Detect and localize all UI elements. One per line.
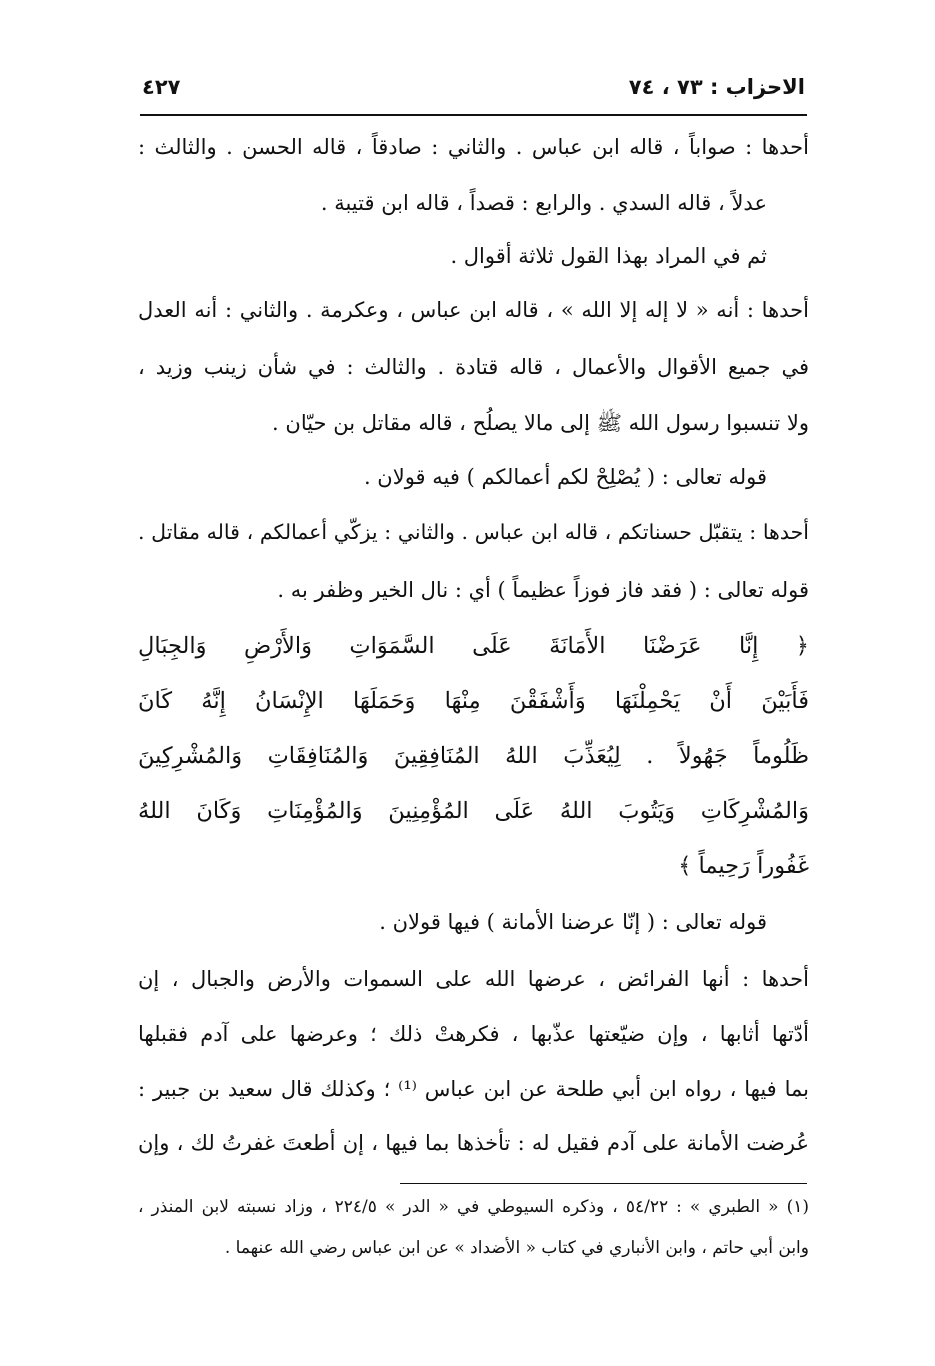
text-line: أحدها : يتقبّل حسناتكم ، قاله ابن عباس . والثاني : يزكّي أعمالكم ، قاله مقاتل . <box>138 520 809 544</box>
text-line: عدلاً ، قاله السدي . والرابع : قصداً ، قاله ابن قتيبة . <box>320 191 767 215</box>
text-line: ولا تنسبوا رسول الله ﷺ إلى مالا يصلُح ، قاله مقاتل بن حيّان . <box>272 411 809 435</box>
quran-verse-line: فَأَبَيْنَ أَنْ يَحْمِلْنَهَا وَأَشْفَقْنَ مِنْهَا وَحَمَلَهَا الإِنْسَانُ إِنَّهُ كَانَ <box>138 688 809 714</box>
text-line: بما فيها ، رواه ابن أبي طلحة عن ابن عباس ⁽¹⁾ ؛ وكذلك قال سعيد بن جبير : <box>138 1077 810 1101</box>
quran-verse-line: وَالمُشْرِكَاتِ وَيَتُوبَ اللهُ عَلَى المُؤْمِنِينَ وَالمُؤْمِنَاتِ وَكَانَ اللهُ <box>138 798 809 824</box>
text-line: أدّتها أثابها ، وإن ضيّعتها عذّبها ، فكرهتْ ذلك ؛ وعرضها على آدم فقبلها <box>138 1022 809 1046</box>
footnote-rule <box>400 1183 807 1184</box>
footnote-line: وابن أبي حاتم ، وابن الأنباري في كتاب « الأضداد » عن ابن عباس رضي الله عنهما . <box>224 1238 809 1258</box>
text-line: قوله تعالى : ( فقد فاز فوزاً عظيماً ) أي : نال الخير وظفر به . <box>277 578 809 602</box>
text-line: ثم في المراد بهذا القول ثلاثة أقوال . <box>450 244 767 268</box>
footnote-line: (١) « الطبري » : ٥٤/٢٢ ، وذكره السيوطي في « الدر » ٢٢٤/٥ ، وزاد نسبته لابن المنذر ، <box>138 1197 809 1217</box>
chapter-reference: الاحزاب : ٧٣ ، ٧٤ <box>628 75 805 99</box>
text-line: أحدها : أنها الفرائض ، عرضها الله على السموات والأرض والجبال ، إن <box>138 967 809 991</box>
text-line: قوله تعالى : ( إنّا عرضنا الأمانة ) فيها قولان . <box>379 910 767 934</box>
quran-verse-line: ظَلُوماً جَهُولاً . لِيُعَذِّبَ اللهُ المُنَافِقِينَ وَالمُنَافِقَاتِ وَالمُشْرِكِينَ <box>138 743 809 769</box>
text-line: قوله تعالى : ( يُصْلِحْ لكم أعمالكم ) فيه قولان . <box>363 465 767 489</box>
text-line: أحدها : صواباً ، قاله ابن عباس . والثاني : صادقاً ، قاله الحسن . والثالث : <box>138 135 809 159</box>
header-rule <box>140 114 807 116</box>
quran-verse-line: غَفُوراً رَحِيماً ﴾ <box>678 853 809 879</box>
text-line: في جميع الأقوال والأعمال ، قاله قتادة . والثالث : في شأن زينب وزيد ، <box>138 355 809 379</box>
quran-verse-line: ﴿ إِنَّا عَرَضْنَا الأَمَانَةَ عَلَى السَّمَوَاتِ وَالأَرْضِ وَالجِبَالِ <box>138 633 809 659</box>
text-line: أحدها : أنه « لا إله إلا الله » ، قاله ابن عباس ، وعكرمة . والثاني : أنه العدل <box>138 298 809 322</box>
text-line: عُرضت الأمانة على آدم فقيل له : تأخذها بما فيها ، إن أطعتَ غفرتُ لك ، وإن <box>138 1131 809 1155</box>
page-number: ٤٢٧ <box>142 75 181 99</box>
running-header <box>142 72 805 102</box>
